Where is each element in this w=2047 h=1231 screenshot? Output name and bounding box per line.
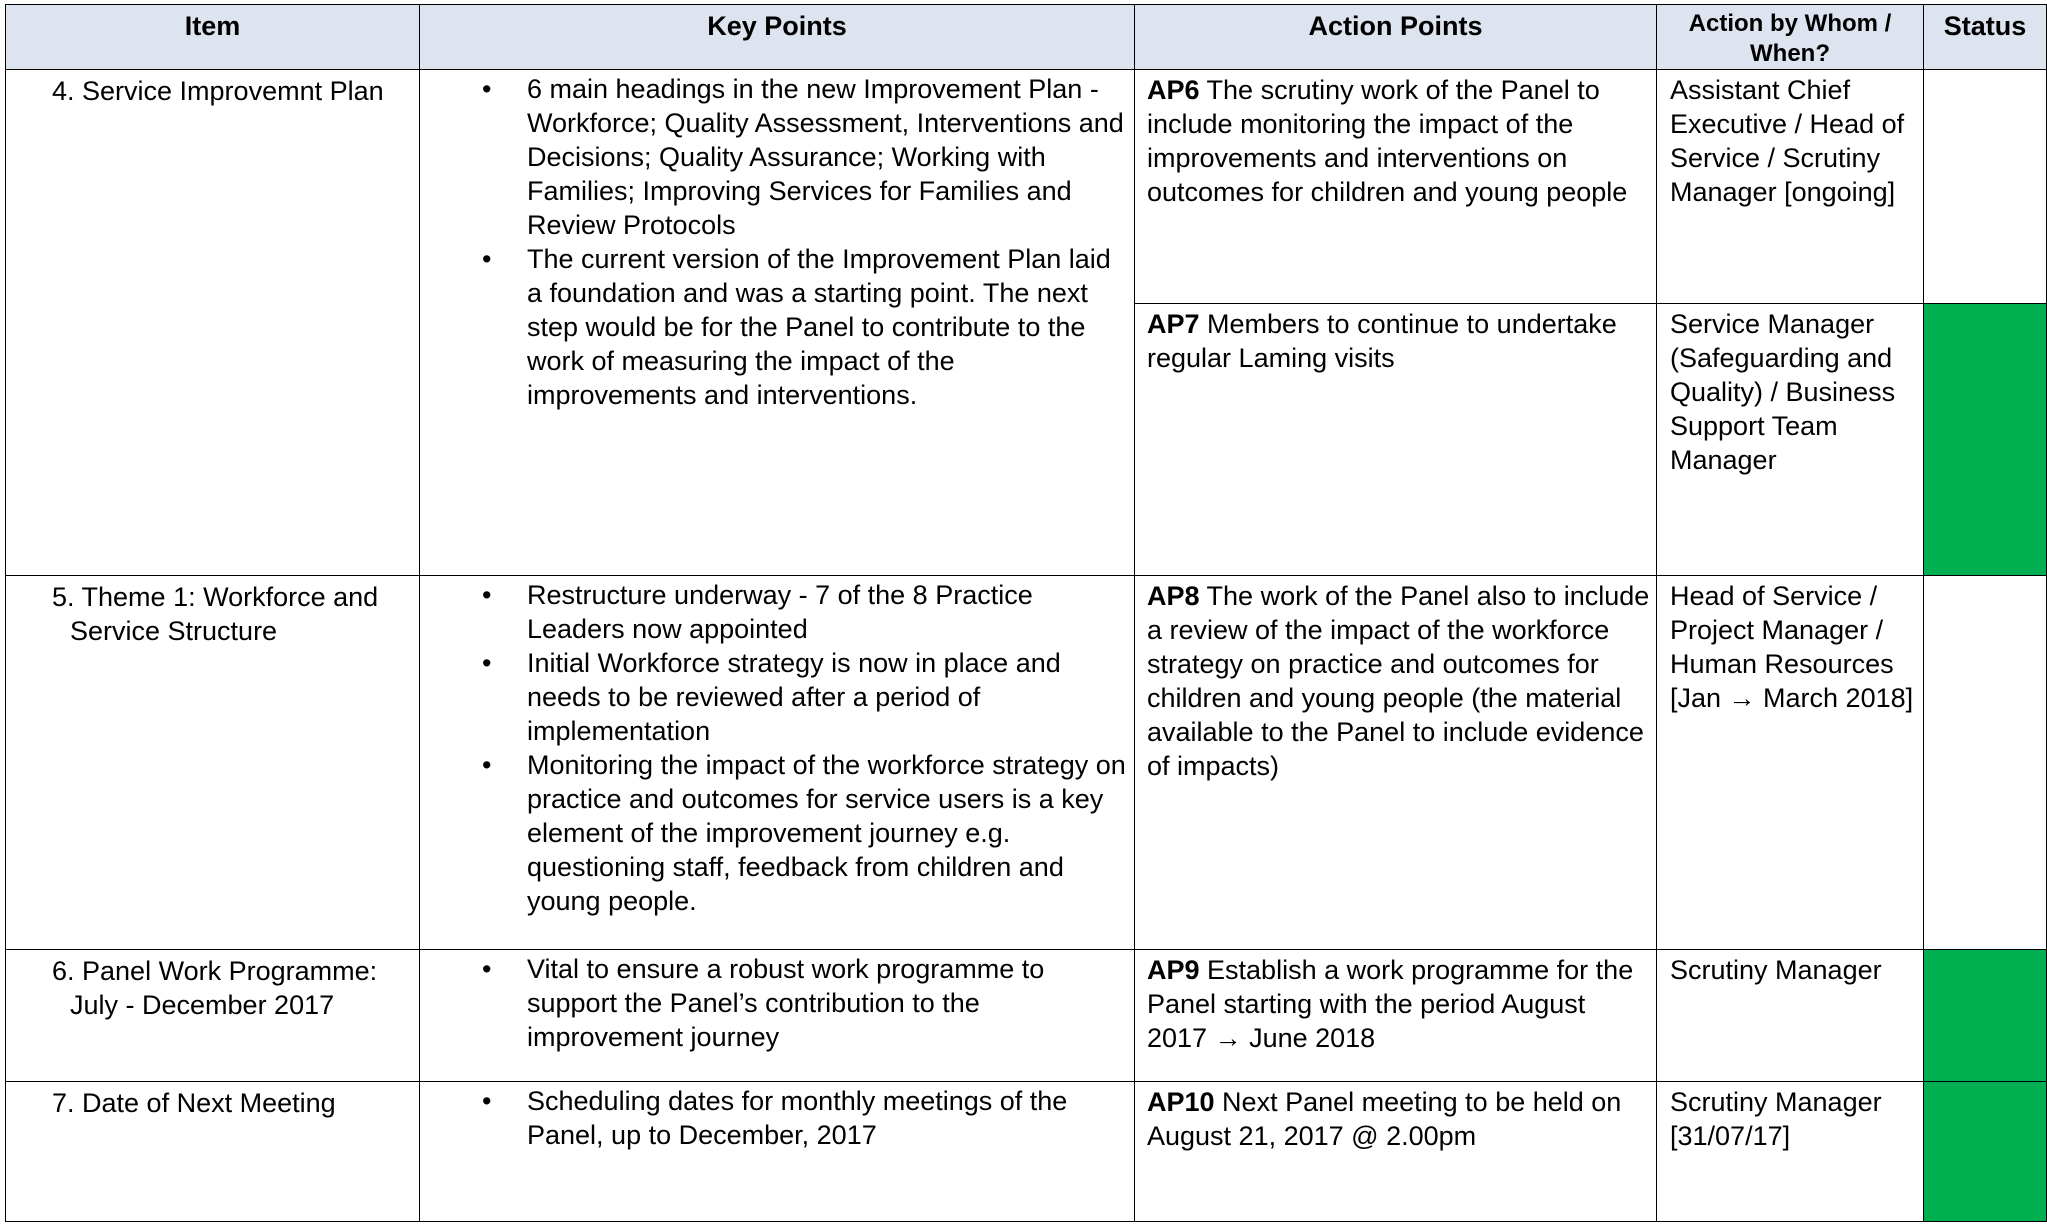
bullet-icon: • xyxy=(482,648,492,678)
action-text: The scrutiny work of the Panel to include monitoring the impact of the improvements and interventions on outcomes for children and young people xyxy=(1147,75,1628,207)
action-text: Next Panel meeting to be held on August 21, 2017 @ 2.00pm xyxy=(1147,1087,1622,1151)
bullet-icon: • xyxy=(482,750,492,780)
table-row xyxy=(6,70,2047,304)
status-cell xyxy=(1924,576,2047,950)
bullet-icon: • xyxy=(482,74,492,104)
header-item: Item xyxy=(6,5,420,70)
header-key-points: Key Points xyxy=(420,5,1135,70)
list-item: • Scheduling dates for monthly meetings of the Panel, up to December, 2017 xyxy=(482,1086,1068,1150)
action-code: AP9 xyxy=(1147,955,1200,985)
action-point-cell xyxy=(1135,950,1657,1082)
item-cell: 6. Panel Work Programme: July - December 2017 xyxy=(6,950,420,1082)
action-text: The work of the Panel also to include a review of the impact of the workforce strategy on practice and outcomes for children and young people (the material available to the Panel to include evidence of impacts) xyxy=(1147,581,1650,781)
action-by-cell: Scrutiny Manager xyxy=(1657,950,1924,1082)
list-item: • Monitoring the impact of the workforce strategy on practice and outcomes for service users is a key element of the improvement journey e.g. questioning staff, feedback from children and young people. xyxy=(482,750,1126,916)
status-cell-green xyxy=(1924,950,2047,1082)
key-points-cell xyxy=(420,70,1135,576)
bullet-icon: • xyxy=(482,1086,492,1116)
action-text: Establish a work programme for the Panel starting with the period August 2017 → June 2018 xyxy=(1147,955,1634,1053)
action-code: AP7 xyxy=(1147,309,1200,339)
action-by-cell: Scrutiny Manager [31/07/17] xyxy=(1657,1082,1924,1222)
action-code: AP10 xyxy=(1147,1087,1215,1117)
action-code: AP8 xyxy=(1147,581,1200,611)
table-row xyxy=(6,576,2047,950)
header-action-points: Action Points xyxy=(1135,5,1657,70)
table-row xyxy=(6,1082,2047,1222)
action-by-cell: Service Manager (Safeguarding and Quality) / Business Support Team Manager xyxy=(1657,304,1924,576)
status-cell xyxy=(1924,70,2047,304)
item-cell: 7. Date of Next Meeting xyxy=(6,1082,420,1222)
bullet-icon: • xyxy=(482,954,492,984)
list-item: • The current version of the Improvement Plan laid a foundation and was a starting point. The next step would be for the Panel to contribute to the work of measuring the impact of the improvements and interventions. xyxy=(482,244,1111,410)
table-row xyxy=(6,950,2047,1082)
list-item: • Initial Workforce strategy is now in place and needs to be reviewed after a period of implementation xyxy=(482,648,1061,746)
list-item: • 6 main headings in the new Improvement Plan - Workforce; Quality Assessment, Interventions and Decisions; Quality Assurance; Working with Families; Improving Services for Families and Review Protocols xyxy=(482,74,1124,240)
action-point-cell xyxy=(1135,304,1657,576)
action-point-cell xyxy=(1135,1082,1657,1222)
key-points-cell xyxy=(420,576,1135,950)
status-cell-green xyxy=(1924,304,2047,576)
action-text: Members to continue to undertake regular Laming visits xyxy=(1147,309,1617,373)
key-points-cell xyxy=(420,950,1135,1082)
action-by-cell: Assistant Chief Executive / Head of Service / Scrutiny Manager [ongoing] xyxy=(1657,70,1924,304)
list-item: • Restructure underway - 7 of the 8 Practice Leaders now appointed xyxy=(482,580,1033,644)
bullet-icon: • xyxy=(482,580,492,610)
header-action-by: Action by Whom / When? xyxy=(1657,5,1924,70)
bullet-icon: • xyxy=(482,244,492,274)
status-cell-green xyxy=(1924,1082,2047,1222)
item-cell: 4. Service Improvemnt Plan xyxy=(6,70,420,576)
action-point-cell xyxy=(1135,576,1657,950)
action-code: AP6 xyxy=(1147,75,1200,105)
minutes-table xyxy=(5,4,2047,1222)
header-status: Status xyxy=(1924,5,2047,70)
action-by-cell: Head of Service / Project Manager / Human Resources [Jan → March 2018] xyxy=(1657,576,1924,950)
header-row xyxy=(6,5,2047,70)
item-cell: 5. Theme 1: Workforce and Service Structure xyxy=(6,576,420,950)
action-point-cell xyxy=(1135,70,1657,304)
key-points-cell xyxy=(420,1082,1135,1222)
list-item: • Vital to ensure a robust work programme to support the Panel’s contribution to the improvement journey xyxy=(482,954,1045,1052)
